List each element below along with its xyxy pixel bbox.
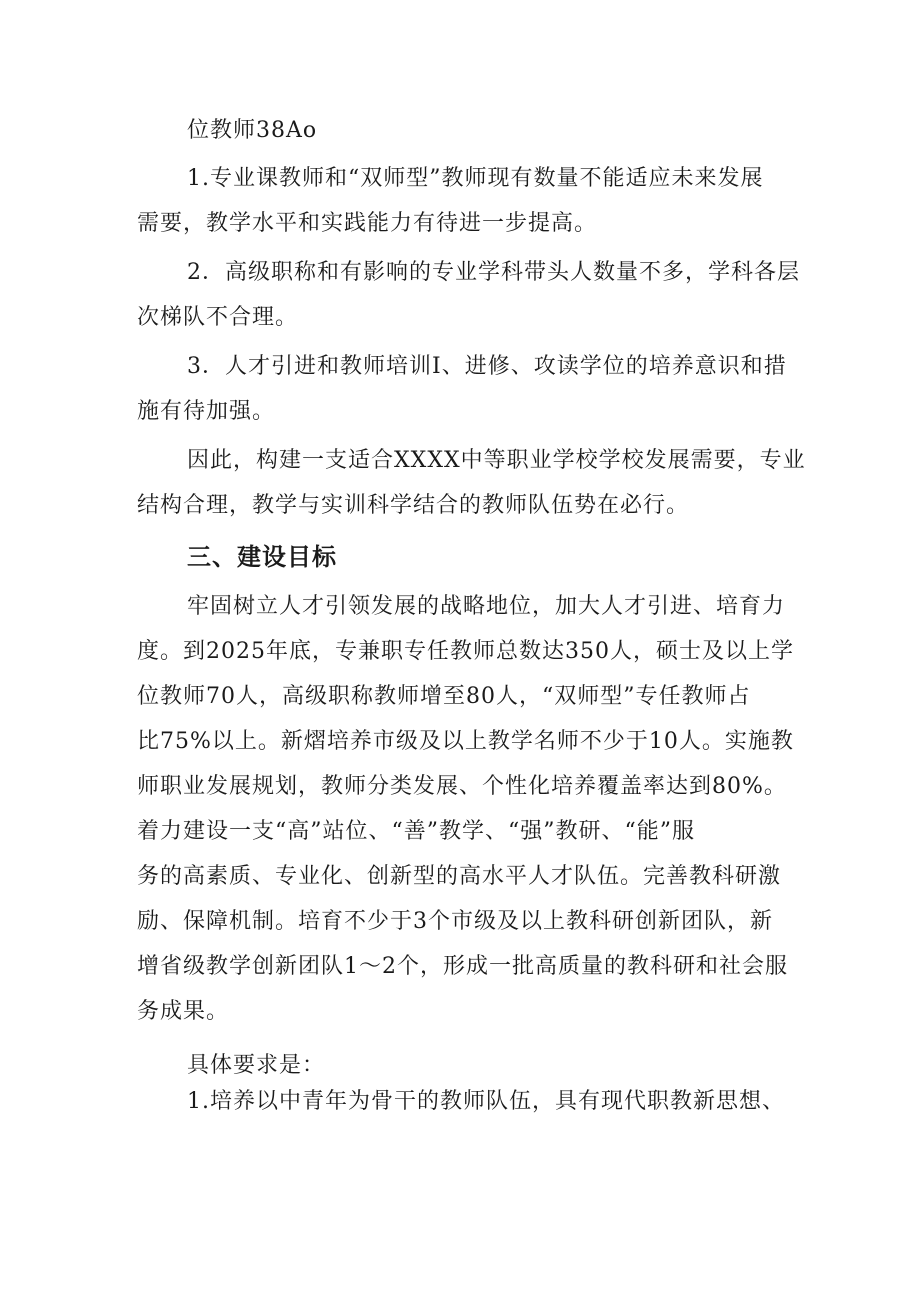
text-line: 施有待加强。 (137, 399, 276, 424)
document-page (137, 108, 806, 1120)
text-line: 具体要求是： (187, 1053, 326, 1078)
section-heading: 三、建设目标 (187, 543, 337, 571)
text-line: 牢固树立人才引领发展的战略地位，加大人才引进、培育力 (187, 594, 786, 619)
text-line: 次梯队不合理。 (137, 305, 299, 330)
text-line: 着力建设一支“高”站位、“善”教学、“强”教研、“能”服 (137, 819, 695, 844)
paragraph-goals (137, 584, 794, 1034)
text-line: 1.培养以中青年为骨干的教师队伍，具有现代职教新思想、 (187, 1089, 785, 1114)
text-line: 师职业发展规划，教师分类发展、个性化培养覆盖率达到80%。 (137, 774, 787, 799)
text-line: 度。到2025年底，专兼职专任教师总数达350人，硕士及以上学 (137, 639, 794, 664)
text-line: 因此，构建一支适合XXXX中等职业学校学校发展需要，专业 (187, 448, 806, 473)
paragraph-continuation (137, 108, 790, 153)
paragraph-item-3 (137, 344, 790, 434)
text-line: 2．高级职称和有影响的专业学科带头人数量不多，学科各层 (187, 260, 800, 285)
text-line: 增省级教学创新团队1～2个，形成一批高质量的教科研和社会服 (137, 954, 788, 979)
spacer (137, 1034, 790, 1048)
text-line: 3．人才引进和教师培训I、进修、攻读学位的培养意识和措 (187, 354, 787, 379)
text-line: 务成果。 (137, 999, 230, 1024)
paragraph-requirements (137, 1048, 790, 1120)
text-line: 务的高素质、专业化、创新型的高水平人才队伍。完善教科研激 (137, 864, 782, 889)
text-line: 位教师70人，高级职称教师增至80人，“双师型”专任教师占 (137, 684, 751, 709)
text-line: 结构合理，教学与实训科学结合的教师队伍势在必行。 (137, 493, 690, 518)
text-line: 位教师38Ao (187, 118, 318, 143)
paragraph-item-1 (137, 156, 790, 246)
text-line: 1.专业课教师和“双师型”教师现有数量不能适应未来发展 (187, 166, 764, 191)
paragraph-conclusion (137, 438, 806, 528)
text-line: 需要，教学水平和实践能力有待进一步提高。 (137, 211, 598, 236)
paragraph-item-2 (137, 250, 800, 340)
text-line: 比75%以上。新熠培养市级及以上教学名师不少于10人。实施教 (137, 729, 794, 754)
text-line: 励、保障机制。培育不少于3个市级及以上教科研创新团队，新 (137, 909, 773, 934)
